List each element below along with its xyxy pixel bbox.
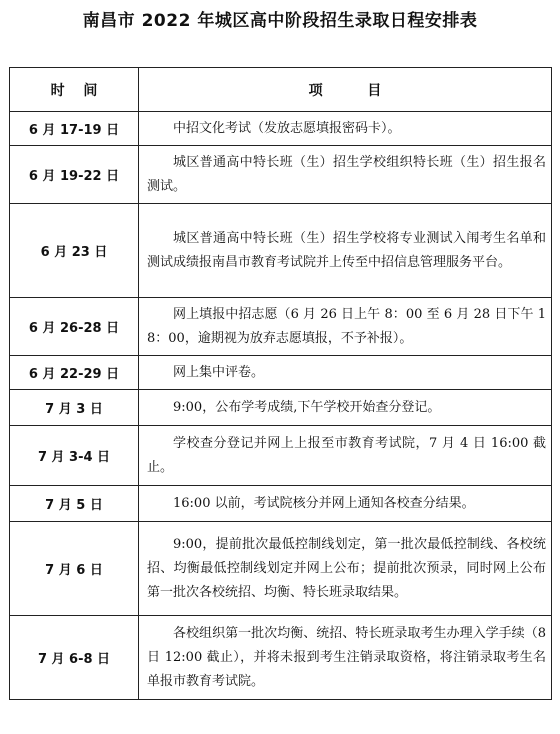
row-time: 6 月 22-29 日	[10, 356, 139, 390]
table-row	[10, 390, 552, 426]
table-header-row	[10, 68, 552, 112]
row-time: 7 月 3 日	[10, 390, 139, 426]
table-row	[10, 522, 552, 616]
row-time: 7 月 5 日	[10, 486, 139, 522]
row-item: 各校组织第一批次均衡、统招、特长班录取考生办理入学手续（8 日 12:00 截止），并将未报到考生注销录取资格，将注销录取考生名单报市教育考试院。	[139, 616, 552, 700]
table-row	[10, 112, 552, 146]
table-row	[10, 426, 552, 486]
header-time: 时 间	[10, 68, 139, 112]
row-item: 中招文化考试（发放志愿填报密码卡）。	[139, 112, 552, 146]
row-time: 7 月 6-8 日	[10, 616, 139, 700]
row-item: 9:00，公布学考成绩,下午学校开始查分登记。	[139, 390, 552, 426]
row-item: 城区普通高中特长班（生）招生学校将专业测试入闱考生名单和测试成绩报南昌市教育考试院并上传至中招信息管理服务平台。	[139, 204, 552, 298]
row-item: 9:00，提前批次最低控制线划定，第一批次最低控制线、各校统招、均衡最低控制线划定并网上公布；提前批次预录，同时网上公布第一批次各校统招、均衡、特长班录取结果。	[139, 522, 552, 616]
table-row	[10, 616, 552, 700]
row-time: 7 月 6 日	[10, 522, 139, 616]
table-row	[10, 356, 552, 390]
row-time: 7 月 3-4 日	[10, 426, 139, 486]
row-time: 6 月 17-19 日	[10, 112, 139, 146]
row-item: 网上集中评卷。	[139, 356, 552, 390]
table-row	[10, 146, 552, 204]
row-item: 城区普通高中特长班（生）招生学校组织特长班（生）招生报名测试。	[139, 146, 552, 204]
row-item: 网上填报中招志愿（6 月 26 日上午 8：00 至 6 月 28 日下午 18：00，逾期视为放弃志愿填报，不予补报）。	[139, 298, 552, 356]
table-row	[10, 204, 552, 298]
header-item: 项 目	[139, 68, 552, 112]
row-time: 6 月 23 日	[10, 204, 139, 298]
row-item: 16:00 以前，考试院核分并网上通知各校查分结果。	[139, 486, 552, 522]
table-row	[10, 298, 552, 356]
table-row	[10, 486, 552, 522]
row-item: 学校查分登记并网上上报至市教育考试院，7 月 4 日 16:00 截止。	[139, 426, 552, 486]
page-title: 南昌市 2022 年城区高中阶段招生录取日程安排表	[82, 11, 478, 31]
row-time: 6 月 26-28 日	[10, 298, 139, 356]
row-time: 6 月 19-22 日	[10, 146, 139, 204]
schedule-table	[9, 67, 552, 700]
